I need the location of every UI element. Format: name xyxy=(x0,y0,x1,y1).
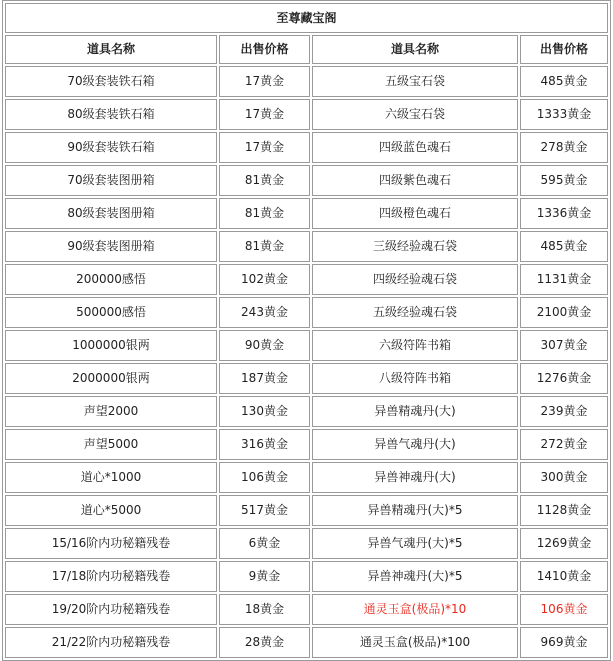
price-left: 106黄金 xyxy=(219,462,310,493)
item-name-right: 异兽精魂丹(大) xyxy=(312,396,518,427)
item-name-left: 90级套装图册箱 xyxy=(5,231,217,262)
item-name-right: 五级宝石袋 xyxy=(312,66,518,97)
item-name-right: 八级符阵书箱 xyxy=(312,363,518,394)
table-body xyxy=(5,66,608,658)
table-row xyxy=(5,330,608,361)
table-row xyxy=(5,528,608,559)
price-right: 485黄金 xyxy=(520,66,608,97)
price-left: 130黄金 xyxy=(219,396,310,427)
item-name-left: 15/16阶内功秘籍残卷 xyxy=(5,528,217,559)
item-name-left: 80级套装图册箱 xyxy=(5,198,217,229)
price-left: 187黄金 xyxy=(219,363,310,394)
table-row xyxy=(5,429,608,460)
item-name-right: 四级橙色魂石 xyxy=(312,198,518,229)
table-row xyxy=(5,99,608,130)
item-name-right: 异兽气魂丹(大) xyxy=(312,429,518,460)
item-name-right: 六级符阵书箱 xyxy=(312,330,518,361)
price-right: 1336黄金 xyxy=(520,198,608,229)
price-left: 316黄金 xyxy=(219,429,310,460)
table-row xyxy=(5,165,608,196)
price-right: 969黄金 xyxy=(520,627,608,658)
column-header-item-name-left: 道具名称 xyxy=(5,35,217,64)
table-row xyxy=(5,396,608,427)
table-title-row xyxy=(5,3,608,33)
price-left: 81黄金 xyxy=(219,165,310,196)
price-left: 81黄金 xyxy=(219,231,310,262)
price-left: 90黄金 xyxy=(219,330,310,361)
item-name-right: 异兽气魂丹(大)*5 xyxy=(312,528,518,559)
item-name-right: 异兽神魂丹(大) xyxy=(312,462,518,493)
item-name-left: 70级套装铁石箱 xyxy=(5,66,217,97)
item-name-right: 四级紫色魂石 xyxy=(312,165,518,196)
price-right: 307黄金 xyxy=(520,330,608,361)
price-right: 300黄金 xyxy=(520,462,608,493)
price-right: 1410黄金 xyxy=(520,561,608,592)
item-name-right: 异兽精魂丹(大)*5 xyxy=(312,495,518,526)
price-right: 272黄金 xyxy=(520,429,608,460)
item-name-left: 19/20阶内功秘籍残卷 xyxy=(5,594,217,625)
item-name-left: 17/18阶内功秘籍残卷 xyxy=(5,561,217,592)
item-name-left: 声望5000 xyxy=(5,429,217,460)
table-row xyxy=(5,561,608,592)
price-left: 18黄金 xyxy=(219,594,310,625)
price-table-container xyxy=(2,0,611,661)
item-name-right: 通灵玉盒(极品)*10 xyxy=(312,594,518,625)
price-left: 102黄金 xyxy=(219,264,310,295)
price-left: 17黄金 xyxy=(219,132,310,163)
price-left: 17黄金 xyxy=(219,66,310,97)
table-title: 至尊藏宝阁 xyxy=(5,3,608,33)
table-row xyxy=(5,363,608,394)
price-left: 9黄金 xyxy=(219,561,310,592)
column-header-price-left: 出售价格 xyxy=(219,35,310,64)
item-name-left: 90级套装铁石箱 xyxy=(5,132,217,163)
price-right: 106黄金 xyxy=(520,594,608,625)
item-name-left: 2000000银两 xyxy=(5,363,217,394)
item-name-left: 500000感悟 xyxy=(5,297,217,328)
item-name-right: 五级经验魂石袋 xyxy=(312,297,518,328)
item-name-right: 四级蓝色魂石 xyxy=(312,132,518,163)
table-row xyxy=(5,231,608,262)
table-row xyxy=(5,297,608,328)
table-row xyxy=(5,627,608,658)
item-name-left: 80级套装铁石箱 xyxy=(5,99,217,130)
price-right: 278黄金 xyxy=(520,132,608,163)
price-left: 28黄金 xyxy=(219,627,310,658)
item-name-left: 200000感悟 xyxy=(5,264,217,295)
treasure-shop-table xyxy=(2,0,611,661)
price-right: 2100黄金 xyxy=(520,297,608,328)
column-header-item-name-right: 道具名称 xyxy=(312,35,518,64)
table-row xyxy=(5,495,608,526)
item-name-right: 六级宝石袋 xyxy=(312,99,518,130)
item-name-left: 道心*1000 xyxy=(5,462,217,493)
price-right: 1128黄金 xyxy=(520,495,608,526)
table-header-row xyxy=(5,35,608,64)
price-right: 485黄金 xyxy=(520,231,608,262)
price-left: 6黄金 xyxy=(219,528,310,559)
price-left: 243黄金 xyxy=(219,297,310,328)
price-left: 17黄金 xyxy=(219,99,310,130)
item-name-left: 声望2000 xyxy=(5,396,217,427)
price-right: 1269黄金 xyxy=(520,528,608,559)
item-name-left: 21/22阶内功秘籍残卷 xyxy=(5,627,217,658)
item-name-right: 异兽神魂丹(大)*5 xyxy=(312,561,518,592)
table-row xyxy=(5,264,608,295)
price-right: 1276黄金 xyxy=(520,363,608,394)
table-row xyxy=(5,594,608,625)
price-left: 517黄金 xyxy=(219,495,310,526)
price-left: 81黄金 xyxy=(219,198,310,229)
item-name-right: 四级经验魂石袋 xyxy=(312,264,518,295)
item-name-left: 70级套装图册箱 xyxy=(5,165,217,196)
item-name-right: 三级经验魂石袋 xyxy=(312,231,518,262)
table-row xyxy=(5,66,608,97)
item-name-left: 道心*5000 xyxy=(5,495,217,526)
price-right: 595黄金 xyxy=(520,165,608,196)
table-row xyxy=(5,462,608,493)
price-right: 1333黄金 xyxy=(520,99,608,130)
item-name-right: 通灵玉盒(极品)*100 xyxy=(312,627,518,658)
column-header-price-right: 出售价格 xyxy=(520,35,608,64)
price-right: 239黄金 xyxy=(520,396,608,427)
table-row xyxy=(5,198,608,229)
item-name-left: 1000000银两 xyxy=(5,330,217,361)
table-row xyxy=(5,132,608,163)
price-right: 1131黄金 xyxy=(520,264,608,295)
